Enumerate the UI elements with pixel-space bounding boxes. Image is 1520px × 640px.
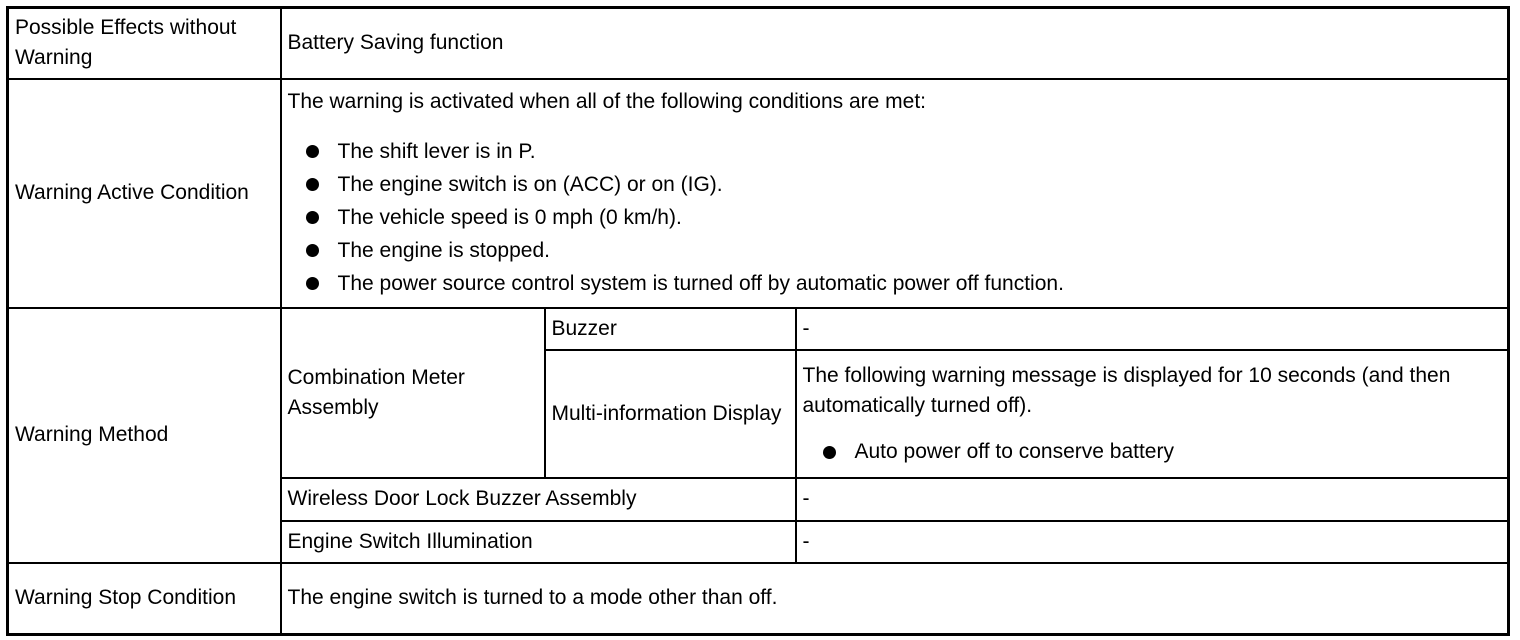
door-lock-buzzer-label: Wireless Door Lock Buzzer Assembly	[281, 478, 796, 521]
stop-condition-label: Warning Stop Condition	[8, 563, 281, 635]
active-condition-cell	[281, 79, 1509, 308]
possible-effects-label: Possible Effects without Warning	[8, 8, 281, 79]
combination-meter-label: Combination Meter Assembly	[281, 308, 545, 478]
bullet-icon	[306, 178, 319, 191]
row-possible-effects	[8, 8, 1509, 79]
display-message-description: The following warning message is displayed for 10 seconds (and then automatically turned off).	[802, 363, 1451, 417]
display-message-list	[803, 437, 1502, 467]
buzzer-value: -	[796, 308, 1509, 350]
row-warning-method-buzzer	[8, 308, 1509, 350]
stop-condition-value: The engine switch is turned to a mode other than off.	[281, 563, 1509, 635]
condition-item: The power source control system is turned off by automatic power off function.	[302, 267, 1502, 300]
switch-illumination-value: -	[796, 521, 1509, 563]
condition-list	[288, 135, 1502, 300]
display-message-item: Auto power off to conserve battery	[819, 437, 1502, 467]
bullet-icon	[823, 446, 836, 459]
possible-effects-value: Battery Saving function	[281, 8, 1509, 79]
warning-spec-table	[6, 6, 1510, 636]
bullet-icon	[306, 244, 319, 257]
bullet-icon	[306, 211, 319, 224]
multi-information-display-label: Multi-information Display	[545, 350, 796, 478]
bullet-icon	[306, 277, 319, 290]
condition-item: The shift lever is in P.	[302, 135, 1502, 168]
warning-method-label: Warning Method	[8, 308, 281, 563]
condition-item: The engine is stopped.	[302, 234, 1502, 267]
row-stop-condition	[8, 563, 1509, 635]
active-condition-intro: The warning is activated when all of the following conditions are met:	[287, 89, 927, 113]
bullet-icon	[306, 145, 319, 158]
buzzer-label: Buzzer	[545, 308, 796, 350]
active-condition-label: Warning Active Condition	[8, 79, 281, 308]
multi-information-display-cell	[796, 350, 1509, 478]
condition-item: The vehicle speed is 0 mph (0 km/h).	[302, 201, 1502, 234]
switch-illumination-label: Engine Switch Illumination	[281, 521, 796, 563]
door-lock-buzzer-value: -	[796, 478, 1509, 521]
row-active-condition	[8, 79, 1509, 308]
condition-item: The engine switch is on (ACC) or on (IG).	[302, 168, 1502, 201]
